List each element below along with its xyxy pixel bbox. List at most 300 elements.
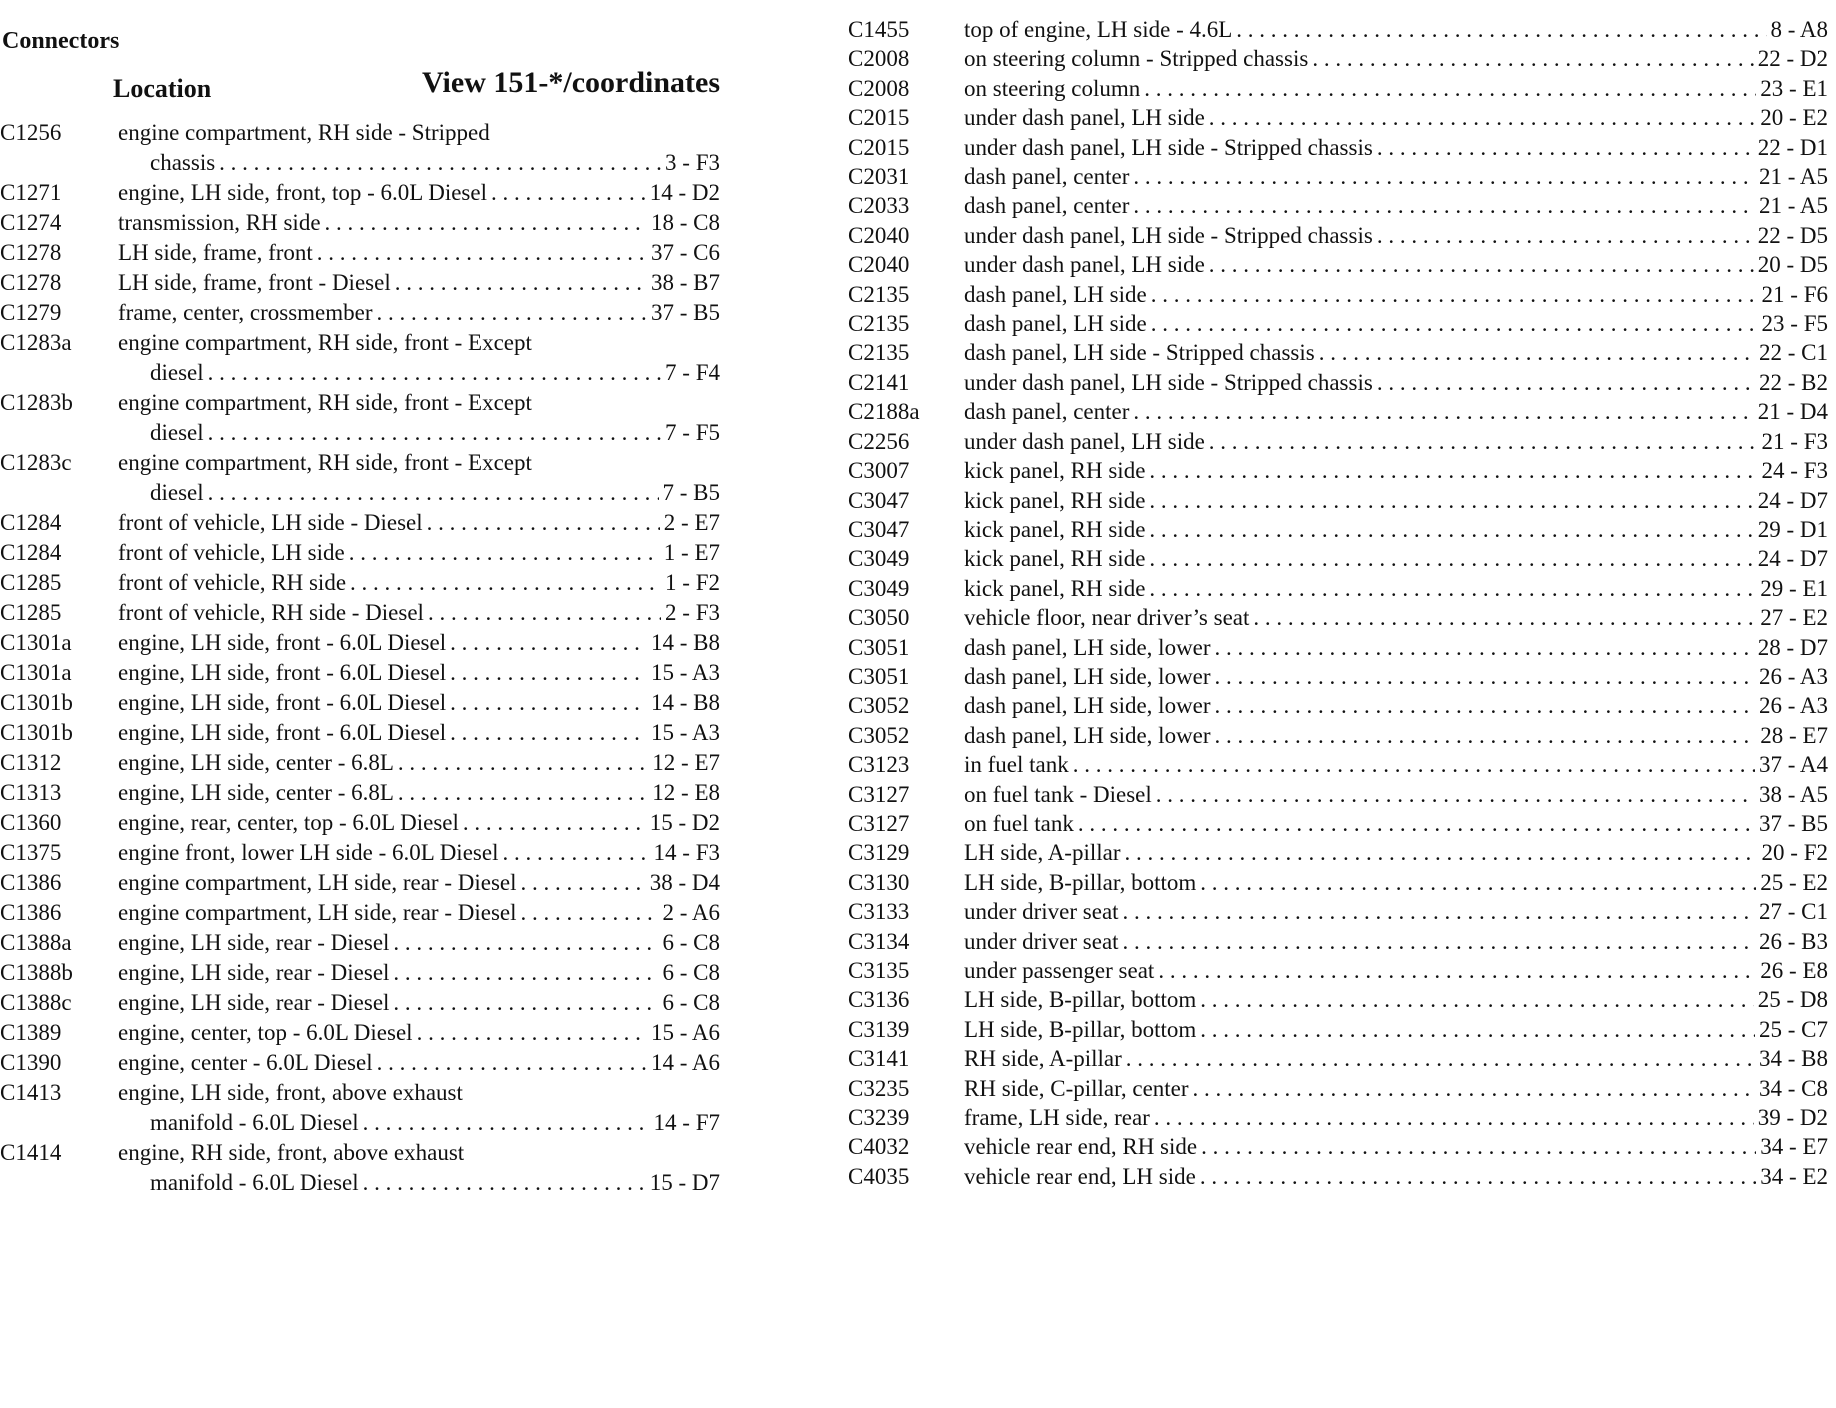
connector-entry [964,15,1828,44]
dot-leader [208,478,659,508]
connector-code: C3052 [848,693,910,719]
connector-code: C2135 [848,311,910,337]
location-line [964,397,1828,426]
dot-leader [491,178,646,208]
location-line [964,633,1828,662]
view-coordinates: 21 - A5 [1759,193,1828,219]
dot-leader [1149,456,1757,485]
connector-code: C3239 [848,1105,910,1131]
view-coordinates: 37 - C6 [651,240,720,265]
connector-row [848,15,1828,44]
connector-location: kick panel, RH side [964,546,1146,572]
dot-leader [208,358,661,388]
connector-row [0,1138,720,1198]
dot-leader [377,1048,647,1078]
connector-row [0,688,720,718]
connector-entry [964,1015,1828,1044]
connector-code: C1301a [0,630,72,655]
connector-location: on fuel tank - Diesel [964,781,1152,807]
connector-location: LH side, B-pillar, bottom [964,869,1197,895]
dot-leader [427,508,660,538]
view-coordinates: 6 - C8 [662,960,720,985]
connector-entry [118,328,720,388]
dot-leader [1209,427,1758,456]
dot-leader [1215,721,1757,750]
dot-leader [1200,985,1753,1014]
view-coordinates: 14 - B8 [651,690,720,715]
connector-location: vehicle rear end, LH side [964,1163,1196,1189]
view-coordinates: 29 - D1 [1757,516,1828,542]
connector-row [848,191,1828,220]
connector-location: kick panel, RH side [964,458,1146,484]
connector-row [848,162,1828,191]
connector-row [848,662,1828,691]
view-coordinates: 21 - F3 [1761,428,1828,454]
connector-code: C3134 [848,928,910,954]
connector-location-continued: diesel [150,420,204,445]
dot-leader [1133,397,1753,426]
connector-code: C1389 [0,1020,62,1045]
connector-entry [118,118,720,178]
location-line [964,927,1828,956]
connector-row [848,750,1828,779]
connector-entry [964,456,1828,485]
connector-entry [118,958,720,988]
location-continuation-line [118,418,720,448]
connector-entry [964,368,1828,397]
location-line [118,1138,720,1168]
dot-leader [463,808,646,838]
connector-row [848,985,1828,1014]
view-coordinates: 22 - D1 [1757,134,1828,160]
connector-row [848,897,1828,926]
connector-location: under driver seat [964,899,1119,925]
location-line [964,338,1828,367]
connector-row [0,328,720,388]
connector-row [0,568,720,598]
connector-row [848,868,1828,897]
connector-location: engine, LH side, rear - Diesel [118,960,390,985]
connector-code: C1375 [0,840,62,865]
location-line [118,928,720,958]
connector-row [848,1074,1828,1103]
location-continuation-line [118,1168,720,1198]
view-coordinates: 14 - D2 [649,180,720,205]
connector-entry [964,544,1828,573]
view-coordinates: 21 - D4 [1757,399,1828,425]
connector-row [0,658,720,688]
location-line [964,691,1828,720]
connector-entry [964,486,1828,515]
connector-entry [964,633,1828,662]
view-coordinates: 2 - E7 [663,510,720,535]
location-line [118,1018,720,1048]
connector-row [848,809,1828,838]
dot-leader [521,898,659,928]
connector-code: C3052 [848,722,910,748]
connector-location: under dash panel, LH side [964,105,1205,131]
connector-location: engine compartment, RH side, front - Except [118,390,532,415]
connector-row [0,1048,720,1078]
view-coordinates: 25 - E2 [1760,869,1828,895]
view-coordinates: 27 - E2 [1760,605,1828,631]
connector-entry [118,1138,720,1198]
connector-location: dash panel, LH side, lower [964,634,1211,660]
location-line [118,598,720,628]
view-coordinates: 22 - D2 [1757,46,1828,72]
view-coordinates: 34 - C8 [1759,1075,1828,1101]
connector-location: LH side, B-pillar, bottom [964,1016,1197,1042]
connector-row [848,250,1828,279]
connector-entry [118,928,720,958]
view-coordinates: 25 - C7 [1759,1016,1828,1042]
location-line [964,221,1828,250]
connector-row [848,780,1828,809]
dot-leader [1209,250,1754,279]
connector-location: vehicle rear end, RH side [964,1134,1198,1160]
view-coordinates: 21 - F6 [1761,281,1828,307]
location-line [964,280,1828,309]
dot-leader [1209,103,1756,132]
connector-row [0,538,720,568]
connector-row [0,268,720,298]
connector-entry [964,956,1828,985]
location-line [964,191,1828,220]
dot-leader [1201,1132,1756,1161]
location-line [118,208,720,238]
view-coordinates: 37 - B5 [1759,810,1828,836]
connector-row [848,1132,1828,1161]
connector-location: LH side, B-pillar, bottom [964,987,1197,1013]
dot-leader [1215,662,1755,691]
connector-code: C1278 [0,240,62,265]
connector-entry [964,927,1828,956]
connector-location: front of vehicle, LH side [118,540,345,565]
dot-leader [1133,191,1755,220]
location-line [964,250,1828,279]
connector-code: C1388b [0,960,73,985]
connector-location: engine, rear, center, top - 6.0L Diesel [118,810,459,835]
connector-code: C1284 [0,510,62,535]
connector-entry [118,208,720,238]
connector-location: on steering column [964,75,1141,101]
connector-row [848,368,1828,397]
connector-entry [964,427,1828,456]
connector-row [0,778,720,808]
connector-location: under dash panel, LH side - Stripped chassis [964,369,1373,395]
connector-location: engine, LH side, front - 6.0L Diesel [118,720,447,745]
connector-entry [118,1048,720,1078]
view-coordinates: 6 - C8 [662,990,720,1015]
view-coordinates: 28 - E7 [1760,722,1828,748]
view-coordinates: 20 - E2 [1760,105,1828,131]
connector-location: dash panel, center [964,399,1130,425]
connector-code: C3047 [848,516,910,542]
connector-entry [118,838,720,868]
view-coordinates: 1 - F2 [665,570,720,595]
connector-entry [964,133,1828,162]
location-line [964,838,1828,867]
connector-entry [964,780,1828,809]
connector-entry [964,574,1828,603]
location-line [118,538,720,568]
view-coordinates: 12 - E8 [652,780,720,805]
dot-leader [1377,221,1754,250]
dot-leader [1073,750,1755,779]
dot-leader [428,598,661,628]
dot-leader [219,148,661,178]
connector-entry [118,568,720,598]
location-line [964,868,1828,897]
connector-entry [118,238,720,268]
connector-row [0,808,720,838]
connector-row [848,1162,1828,1191]
connector-code: C3123 [848,752,910,778]
location-line [964,1103,1828,1132]
dot-leader [1215,633,1754,662]
connector-entry [964,44,1828,73]
connector-row [0,628,720,658]
location-line [118,988,720,1018]
location-line [118,628,720,658]
dot-leader [1133,162,1755,191]
view-coordinates: 34 - E7 [1760,1134,1828,1160]
location-line [964,985,1828,1014]
connector-entry [118,178,720,208]
location-line [118,718,720,748]
location-line [118,448,720,478]
connector-entry [964,838,1828,867]
connector-row [0,838,720,868]
location-continuation-line [118,478,720,508]
dot-leader [1123,927,1755,956]
dot-leader [1215,691,1755,720]
connector-location: engine, center - 6.0L Diesel [118,1050,373,1075]
view-coordinates: 25 - D8 [1757,987,1828,1013]
connector-location: front of vehicle, RH side - Diesel [118,600,424,625]
connector-row [848,221,1828,250]
location-line [964,15,1828,44]
connector-entry [964,603,1828,632]
dot-leader [363,1168,646,1198]
view-coordinates: 2 - F3 [665,600,720,625]
connector-location-continued: diesel [150,360,204,385]
location-line [118,1048,720,1078]
location-line [964,456,1828,485]
view-coordinates: 26 - A3 [1759,663,1828,689]
connector-code: C4032 [848,1134,910,1160]
connector-location: dash panel, LH side, lower [964,722,1211,748]
view-coordinates: 23 - E1 [1760,75,1828,101]
view-coordinates: 37 - A4 [1759,752,1828,778]
view-coordinates: 7 - F4 [665,360,720,385]
connector-entry [118,628,720,658]
view-coordinates: 7 - F5 [665,420,720,445]
connector-code: C1455 [848,17,910,42]
connector-code: C1414 [0,1140,62,1165]
connector-entry [964,191,1828,220]
connector-entry [964,721,1828,750]
connector-location: under dash panel, LH side - Stripped chassis [964,134,1373,160]
dot-leader [1149,515,1753,544]
connector-row [848,456,1828,485]
connector-code: C1285 [0,600,62,625]
view-coordinates: 38 - D4 [649,870,720,895]
location-line [118,238,720,268]
connector-location: front of vehicle, RH side [118,570,347,595]
connector-location: RH side, A-pillar [964,1046,1122,1072]
location-line [118,688,720,718]
connector-entry [118,1078,720,1138]
view-coordinates: 15 - D7 [649,1170,720,1195]
view-coordinates: 34 - B8 [1759,1046,1828,1072]
view-coordinates: 14 - B8 [651,630,720,655]
connector-location: LH side, A-pillar [964,840,1121,866]
connector-entry [964,809,1828,838]
connector-code: C3235 [848,1075,910,1101]
connector-location: vehicle floor, near driver’s seat [964,605,1250,631]
view-coordinates: 24 - F3 [1761,458,1828,484]
dot-leader [325,208,647,238]
connector-entry [964,1132,1828,1161]
connector-code: C1279 [0,300,62,325]
dot-leader [208,418,661,448]
connector-code: C3135 [848,958,910,983]
connector-entry [964,309,1828,338]
connector-entry [118,448,720,508]
dot-leader [1312,44,1753,73]
connector-code: C3133 [848,899,910,925]
view-column-header: View 151-*/coordinates [422,66,721,99]
connector-row [848,574,1828,603]
connector-location: engine compartment, LH side, rear - Diesel [118,900,517,925]
location-line [964,103,1828,132]
dot-leader [393,988,658,1018]
connector-code: C1256 [0,120,62,145]
location-line [964,662,1828,691]
connector-row [0,298,720,328]
view-coordinates: 15 - D2 [649,810,720,835]
dot-leader [1125,838,1758,867]
location-line [118,958,720,988]
connector-row [848,280,1828,309]
connector-entry [118,988,720,1018]
connector-entry [118,268,720,298]
dot-leader [450,688,647,718]
connector-row [0,748,720,778]
connector-location: engine, LH side, front - 6.0L Diesel [118,630,447,655]
connector-code: C2008 [848,46,910,72]
connector-row [848,1044,1828,1073]
connector-row [848,603,1828,632]
dot-leader [450,718,647,748]
connector-row [848,691,1828,720]
dot-leader [521,868,646,898]
dot-leader [1236,15,1766,44]
location-line [118,898,720,928]
connector-code: C1283b [0,390,73,415]
location-line [964,309,1828,338]
connector-row [0,178,720,208]
location-line [118,118,720,148]
connector-location: dash panel, LH side, lower [964,663,1211,689]
location-line [118,328,720,358]
connector-entry [118,658,720,688]
view-coordinates: 29 - E1 [1760,575,1828,601]
connector-row [848,515,1828,544]
connector-row [0,388,720,448]
connector-entry [964,250,1828,279]
view-coordinates: 37 - B5 [651,300,720,325]
connector-list-left [0,118,720,1198]
connector-code: C3049 [848,575,910,601]
location-line [118,178,720,208]
connector-location-continued: manifold - 6.0L Diesel [150,1170,359,1195]
connector-location: under dash panel, LH side [964,252,1205,278]
connector-location: RH side, C-pillar, center [964,1075,1189,1101]
connector-row [0,1018,720,1048]
location-line [964,1074,1828,1103]
connector-row [848,133,1828,162]
location-line [118,748,720,778]
connector-row [848,721,1828,750]
connector-location: engine, LH side, rear - Diesel [118,930,390,955]
connector-location: engine compartment, RH side - Stripped [118,120,490,145]
location-line [964,544,1828,573]
connector-location: engine compartment, RH side, front - Except [118,330,532,355]
connector-entry [964,750,1828,779]
location-line [964,750,1828,779]
connector-row [848,338,1828,367]
dot-leader [349,538,660,568]
location-line [118,298,720,328]
connector-row [848,1015,1828,1044]
connector-code: C3007 [848,458,910,484]
dot-leader [450,628,647,658]
location-line [118,508,720,538]
connector-entry [118,508,720,538]
connector-entry [964,662,1828,691]
connector-location: dash panel, LH side [964,281,1147,307]
view-coordinates: 12 - E7 [652,750,720,775]
connector-entry [118,868,720,898]
connector-location: dash panel, center [964,164,1130,190]
connector-code: C2031 [848,164,910,190]
connector-code: C1278 [0,270,62,295]
location-line [118,268,720,298]
connector-row [848,838,1828,867]
connector-row [848,956,1828,985]
dot-leader [1253,603,1756,632]
connector-entry [964,338,1828,367]
dot-leader [1200,1015,1755,1044]
view-coordinates: 3 - F3 [665,150,720,175]
dot-leader [350,568,661,598]
connector-row [0,208,720,238]
view-coordinates: 39 - D2 [1757,1105,1828,1131]
dot-leader [1149,544,1753,573]
connector-code: C1301b [0,690,73,715]
connector-location: in fuel tank [964,752,1069,778]
dot-leader [1156,780,1755,809]
connector-row [0,868,720,898]
location-line [964,721,1828,750]
connector-location: front of vehicle, LH side - Diesel [118,510,423,535]
location-line [964,368,1828,397]
connector-row [0,238,720,268]
connector-code: C1388c [0,990,72,1015]
connector-code: C1283a [0,330,72,355]
